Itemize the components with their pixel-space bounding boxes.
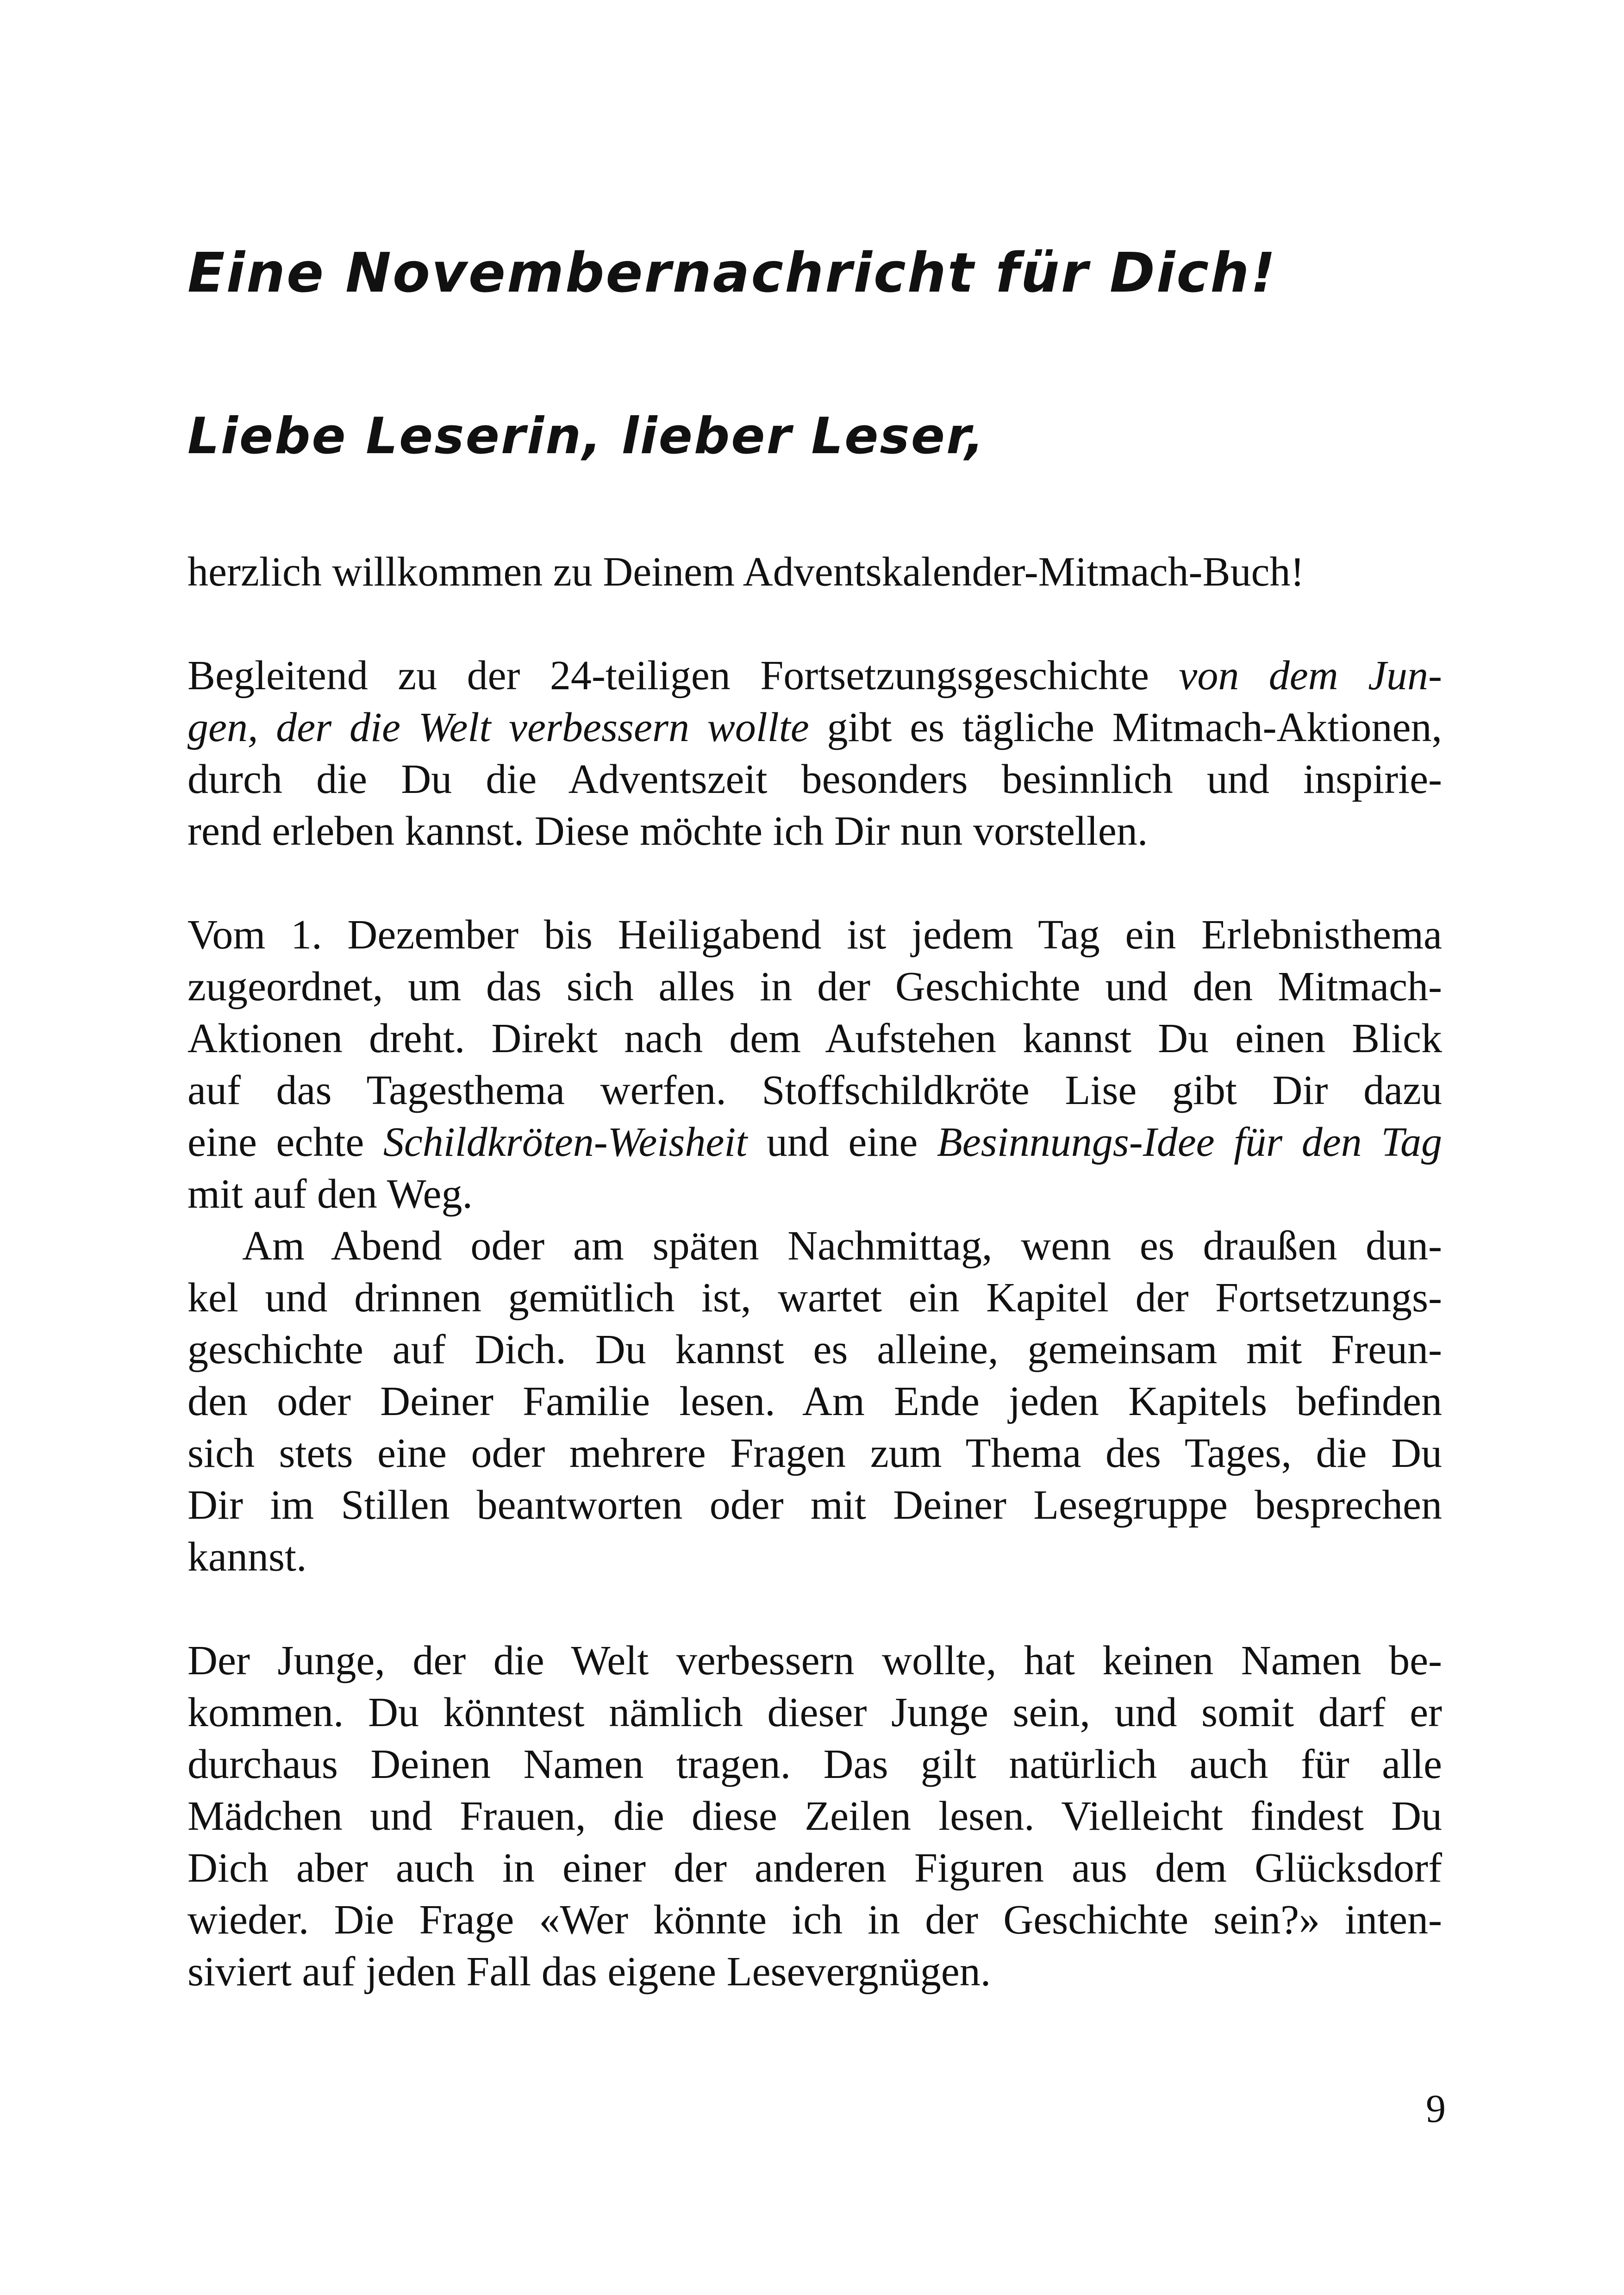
text-line: wieder. Die Frage «Wer könnte ich in der Geschichte sein?» inten- bbox=[187, 1897, 1442, 1943]
text-span: gibt es tägliche Mitmach-Aktionen, bbox=[809, 705, 1443, 750]
text-line: den oder Deiner Familie lesen. Am Ende jeden Kapitels befinden bbox=[187, 1378, 1442, 1424]
text-line bbox=[187, 702, 1442, 754]
page-title: Eine Novembernachricht für Dich! bbox=[187, 241, 1277, 305]
text-line: mit auf den Weg. bbox=[187, 1171, 473, 1217]
text-span: und eine bbox=[747, 1119, 937, 1165]
text-span: Begleitend zu der 24-teiligen Fortsetzungsgeschichte bbox=[187, 653, 1179, 698]
paragraph-intro bbox=[187, 650, 1442, 857]
text-line: durch die Du die Adventszeit besonders besinnlich und inspirie- bbox=[187, 756, 1442, 802]
paragraph-nameless-boy bbox=[187, 1635, 1442, 1998]
text-line bbox=[187, 650, 1442, 702]
text-line: Am Abend oder am späten Nachmittag, wenn es draußen dun- bbox=[242, 1223, 1442, 1269]
italic-text: gen, der die Welt verbessern wollte bbox=[187, 705, 809, 750]
text-line: durchaus Deinen Namen tragen. Das gilt natürlich auch für alle bbox=[187, 1741, 1442, 1787]
paragraph-evening-chapter bbox=[187, 1220, 1442, 1583]
text-line: Mädchen und Frauen, die diese Zeilen lesen. Vielleicht findest Du bbox=[187, 1793, 1442, 1839]
text-line: Aktionen dreht. Direkt nach dem Aufstehen kannst Du einen Blick bbox=[187, 1016, 1442, 1061]
text-line: Vom 1. Dezember bis Heiligabend ist jedem Tag ein Erlebnisthema bbox=[187, 912, 1442, 958]
text-line: geschichte auf Dich. Du kannst es alleine, gemeinsam mit Freun- bbox=[187, 1327, 1442, 1372]
text-line bbox=[187, 1116, 1442, 1168]
italic-text: Besinnungs-Idee für den Tag bbox=[937, 1119, 1442, 1165]
text-span: eine echte bbox=[187, 1119, 383, 1165]
text-line: auf das Tagesthema werfen. Stoffschildkröte Lise gibt Dir dazu bbox=[187, 1067, 1442, 1113]
paragraph-welcome bbox=[187, 546, 1442, 598]
salutation: Liebe Leserin, lieber Leser, bbox=[187, 407, 986, 465]
body-text bbox=[187, 546, 1442, 1998]
text-line: sich stets eine oder mehrere Fragen zum Thema des Tages, die Du bbox=[187, 1430, 1442, 1476]
paragraph-daily-theme bbox=[187, 909, 1442, 1220]
page-number: 9 bbox=[1426, 2086, 1446, 2131]
text-line: Der Junge, der die Welt verbessern wollte, hat keinen Namen be- bbox=[187, 1638, 1442, 1684]
text-line: rend erleben kannst. Diese möchte ich Dir nun vorstellen. bbox=[187, 808, 1148, 854]
text-line: kel und drinnen gemütlich ist, wartet ein Kapitel der Fortsetzungs- bbox=[187, 1275, 1442, 1321]
text-line: herzlich willkommen zu Deinem Adventskalender-Mitmach-Buch! bbox=[187, 549, 1305, 595]
text-line: zugeordnet, um das sich alles in der Geschichte und den Mitmach- bbox=[187, 964, 1442, 1010]
italic-text: Schildkröten-Weisheit bbox=[383, 1119, 748, 1165]
text-line: Dir im Stillen beantworten oder mit Deiner Lesegruppe besprechen bbox=[187, 1482, 1442, 1528]
italic-text: von dem Jun- bbox=[1179, 653, 1442, 698]
text-line: Dich aber auch in einer der anderen Figuren aus dem Glücksdorf bbox=[187, 1845, 1442, 1891]
text-line: kannst. bbox=[187, 1534, 307, 1580]
text-line: siviert auf jeden Fall das eigene Lesevergnügen. bbox=[187, 1949, 991, 1995]
text-line: kommen. Du könntest nämlich dieser Junge sein, und somit darf er bbox=[187, 1690, 1442, 1735]
